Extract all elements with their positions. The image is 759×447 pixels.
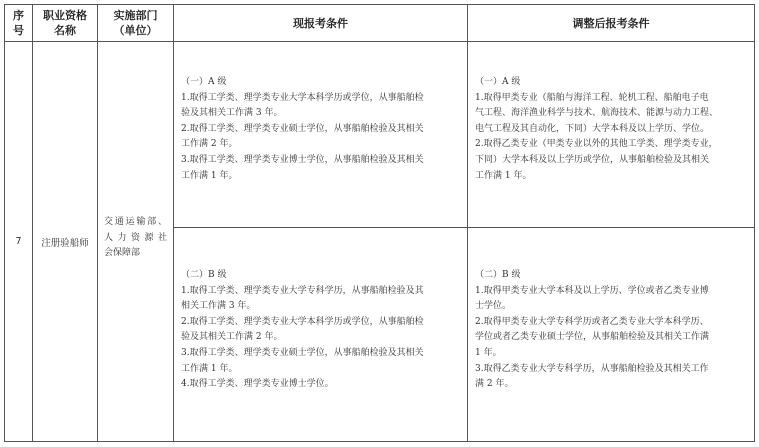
header-qualification [33,5,97,41]
level-b-title: （二）B 级 [181,270,227,280]
cell-qualification [33,42,97,441]
header-current-label: 现报考条件 [293,16,348,30]
header-current-conditions [174,5,467,41]
condition-line: 2.取得甲类专业大学专科学历或者乙类专业大学本科学历、 [475,316,709,327]
col-divider [97,5,98,441]
level-a-title: （一）A 级 [475,77,521,87]
adjusted-level-b [475,268,751,393]
condition-line: 电气工程及其自动化，下同）大学本科及以上学历、学位。 [475,123,710,134]
header-dept-line2: （单位） [113,24,158,37]
condition-line: 1.取得甲类专业（船舶与海洋工程、轮机工程、船舶电子电 [475,92,709,103]
condition-line: 2.取得乙类专业（甲类专业以外的其他工学类、理学类专业， [475,139,718,150]
condition-line: 验及其相关工作满 2 年。 [181,332,283,343]
condition-line: 工作满 1 年。 [181,170,238,181]
header-dept-line1: 实施部门 [113,9,158,22]
condition-line: 学位或者乙类专业硕士学位，从事船舶检验及其相关工作满 [475,332,710,343]
condition-line: 3.取得乙类专业大学专科学历，从事船舶检验及其相关工作 [475,363,709,374]
condition-line: 2.取得工学类、理学类专业大学本科学历或学位，从事船舶检 [181,316,424,327]
current-level-a [181,75,463,184]
col-divider [467,5,468,441]
condition-line: 气工程、海洋渔业科学与技术、航海技术、能源与动力工程、 [475,108,719,119]
dept-line: 人力资源社 [104,232,167,243]
condition-line: 1.取得工学类、理学类专业大学本科学历或学位，从事船舶检 [181,92,424,103]
dept-line: 交通运输部、 [104,217,167,227]
condition-line: 验及其相关工作满 3 年。 [181,108,283,119]
header-qual-line2: 名称 [54,24,76,37]
condition-line: 3.取得工学类、理学类专业博士学位，从事船舶检验及其相关 [181,154,424,165]
level-divider [173,227,754,228]
dept-line: 会保障部 [104,248,141,259]
condition-line: 满 2 年。 [475,379,514,390]
condition-line: 工作满 2 年。 [181,139,238,150]
adjusted-level-a [475,75,751,184]
condition-line: 工作满 1 年。 [181,363,238,374]
condition-line: 1.取得甲类专业大学本科及以上学历、学位或者乙类专业博 [475,285,709,296]
col-divider [173,5,174,441]
condition-line: 工作满 1 年。 [475,170,532,181]
condition-line: 3.取得工学类、理学类专业硕士学位，从事船舶检验及其相关 [181,347,424,358]
seq-number: 7 [15,236,22,247]
cell-seq [5,42,32,441]
condition-line: 下同）大学本科及以上学历或学位，从事船舶检验及其相关 [475,154,710,165]
header-adjusted-label: 调整后报考条件 [572,16,650,30]
qualification-table [4,4,755,442]
condition-line: 士学位。 [475,301,512,312]
header-seq-line1: 序 [13,9,24,22]
condition-line: 2.取得工学类、理学类专业硕士学位，从事船舶检验及其相关 [181,123,424,134]
header-seq [5,5,32,41]
cell-department [104,215,167,262]
header-qual-line1: 职业资格 [43,9,87,22]
condition-line: 1.取得工学类、理学类专业大学专科学历，从事船舶检验及其 [181,285,424,296]
current-level-b [181,268,463,393]
level-b-title: （二）B 级 [475,270,521,280]
condition-line: 相关工作满 3 年。 [181,301,256,312]
condition-line: 1 年。 [475,347,502,358]
level-a-title: （一）A 级 [181,77,227,87]
header-adjusted-conditions [468,5,754,41]
header-divider [5,41,754,42]
condition-line: 4.取得工学类、理学类专业博士学位。 [181,379,334,390]
qualification-name: 注册验船师 [41,237,89,249]
header-seq-line2: 号 [13,24,24,37]
header-department [98,5,173,41]
